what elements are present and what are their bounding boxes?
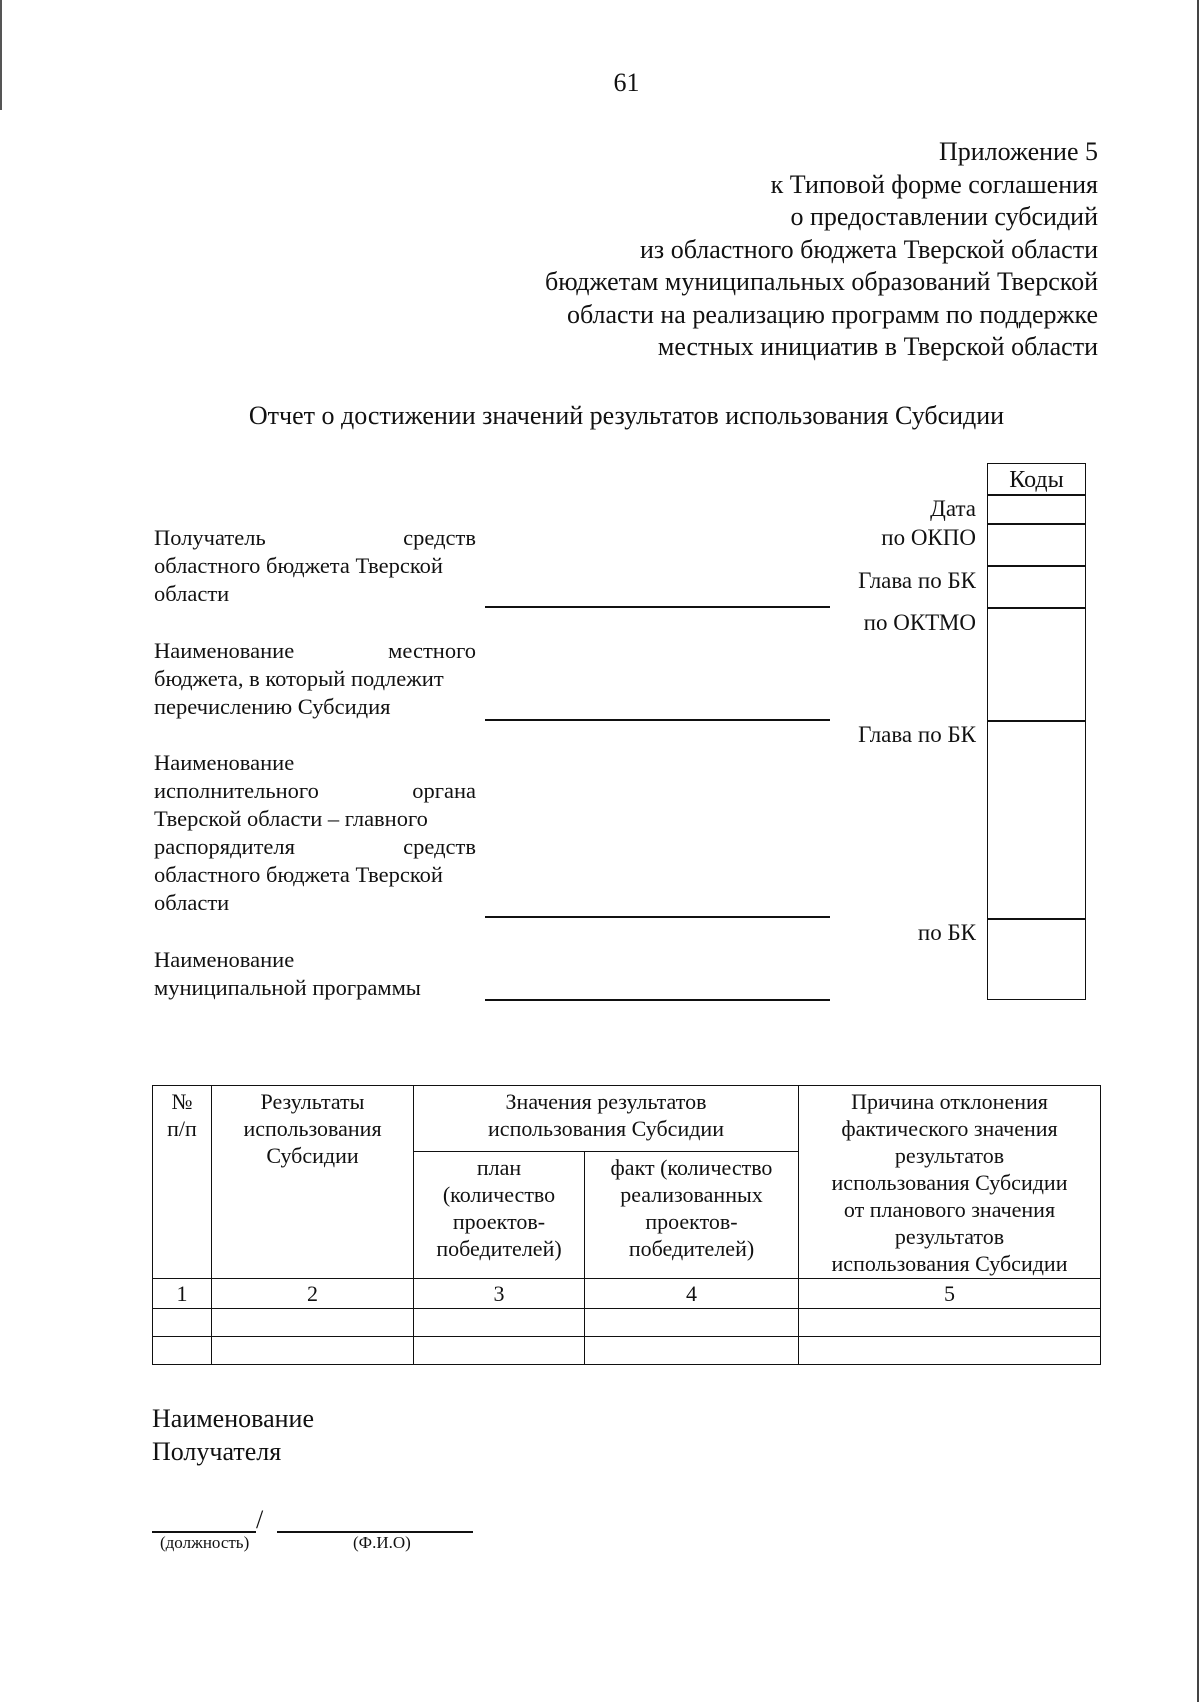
table-header-row — [153, 1086, 1101, 1152]
header-text-line: использования Субсидии — [831, 1251, 1068, 1276]
header-text-line: использования Субсидии — [831, 1170, 1068, 1195]
header-text-line: проектов- — [645, 1208, 738, 1234]
code-label-date: Дата — [930, 496, 976, 521]
appendix-line: Приложение 5 — [938, 137, 1098, 166]
header-text-line: Результаты — [260, 1089, 365, 1114]
field-text-word: исполнительного — [154, 778, 319, 803]
header-text-line: победителей) — [436, 1235, 562, 1261]
code-label-head-bk: Глава по БК — [858, 568, 976, 593]
field-recipient — [154, 524, 476, 608]
signature-slash: / — [256, 1505, 264, 1534]
header-text-line: Причина отклонения — [851, 1089, 1048, 1114]
field-text-line: области — [154, 890, 230, 915]
header-plan — [414, 1151, 585, 1278]
header-text-line: победителей) — [628, 1235, 755, 1261]
name-caption: (Ф.И.О) — [353, 1533, 411, 1552]
appendix-line: бюджетам муниципальных образований Тверской — [544, 267, 1098, 296]
executive-body-input-line — [485, 916, 830, 918]
code-label-head-bk: Глава по БК — [858, 722, 976, 747]
appendix-line: из областного бюджета Тверской области — [640, 234, 1098, 264]
header-values-group — [414, 1086, 799, 1152]
field-local-budget — [154, 637, 476, 721]
header-text-line: план — [476, 1154, 522, 1180]
appendix-line: области на реализацию программ по поддержке — [566, 299, 1098, 329]
table-row — [153, 1337, 1101, 1365]
header-fact — [585, 1151, 799, 1278]
code-label-oktmo: по ОКТМО — [863, 610, 976, 635]
table-cell — [585, 1309, 799, 1337]
field-text-line: бюджета, в который подлежит — [154, 666, 444, 691]
header-text-line: фактического значения — [841, 1116, 1058, 1141]
results-table — [152, 1085, 1101, 1365]
header-text-line: проектов- — [452, 1208, 546, 1234]
header-deviation-reason — [799, 1086, 1101, 1279]
codes-divider — [988, 523, 1085, 525]
table-cell — [153, 1309, 212, 1337]
field-municipal-program — [154, 946, 476, 1002]
field-text-line: перечислению Субсидия — [154, 694, 391, 719]
appendix-line: о предоставлении субсидий — [790, 202, 1098, 231]
header-results — [212, 1086, 414, 1279]
scan-edge-right — [1197, 0, 1199, 1702]
table-cell — [414, 1309, 585, 1337]
code-label-okpo: по ОКПО — [881, 525, 976, 550]
header-text-line: Значения результатов — [505, 1089, 707, 1114]
header-number — [153, 1086, 212, 1279]
header-text-line: факт (количество — [610, 1154, 773, 1180]
appendix-line: местных инициатив в Тверской области — [657, 332, 1098, 361]
field-text-word: Получатель — [154, 525, 266, 550]
field-text-word: Наименование — [154, 638, 295, 663]
signature-title-line: Наименование — [152, 1404, 314, 1433]
header-text-line: (количество — [442, 1181, 556, 1207]
codes-divider — [988, 565, 1085, 567]
field-text-line: муниципальной программы — [154, 975, 421, 1000]
table-cell — [153, 1337, 212, 1365]
header-text-line: использования Субсидии — [488, 1116, 724, 1141]
report-title: Отчет о достижении значений результатов использования Субсидии — [248, 401, 1005, 430]
field-text-word: средств — [403, 834, 476, 859]
appendix-header — [545, 136, 1098, 364]
column-number: 3 — [414, 1279, 585, 1309]
codes-box — [987, 463, 1086, 1000]
codes-divider — [988, 918, 1085, 920]
column-number: 2 — [212, 1279, 414, 1309]
column-number: 5 — [799, 1279, 1101, 1309]
table-cell — [799, 1309, 1101, 1337]
field-text-line: Наименование — [154, 947, 295, 972]
appendix-line: к Типовой форме соглашения — [770, 169, 1098, 199]
recipient-input-line — [485, 606, 830, 608]
column-number-row — [153, 1279, 1101, 1309]
column-number: 1 — [153, 1279, 212, 1309]
header-text-line: использования — [243, 1116, 382, 1141]
field-text-word: средств — [403, 525, 476, 550]
header-text-line: п/п — [167, 1116, 197, 1141]
code-label-bk: по БК — [917, 920, 976, 945]
field-text-line: области — [154, 581, 230, 606]
field-text-line: Наименование — [154, 750, 295, 775]
header-text-line: результатов — [894, 1143, 1005, 1168]
signature-title — [152, 1402, 314, 1468]
municipal-program-input-line — [485, 999, 830, 1001]
local-budget-input-line — [485, 719, 830, 721]
table-cell — [799, 1337, 1101, 1365]
page-number: 61 — [613, 68, 640, 97]
header-text-line: результатов — [894, 1224, 1005, 1249]
signature-title-line: Получателя — [152, 1437, 282, 1466]
field-executive-body — [154, 749, 476, 917]
table-cell — [585, 1337, 799, 1365]
header-text-line: от планового значения — [843, 1197, 1056, 1222]
position-caption: (должность) — [160, 1533, 250, 1552]
table-cell — [212, 1309, 414, 1337]
header-text-line: реализованных — [620, 1181, 763, 1207]
table-cell — [212, 1337, 414, 1365]
codes-header: Коды — [1009, 467, 1064, 493]
codes-divider — [988, 720, 1085, 722]
field-text-line: областного бюджета Тверской — [154, 862, 443, 887]
header-text-line: Субсидии — [266, 1143, 359, 1168]
codes-divider — [988, 494, 1085, 496]
column-number: 4 — [585, 1279, 799, 1309]
table-cell — [414, 1337, 585, 1365]
field-text-word: органа — [412, 778, 476, 803]
header-text-line: № — [171, 1089, 193, 1114]
field-text-line: Тверской области – главного — [154, 806, 428, 831]
field-text-word: местного — [388, 638, 476, 663]
table-row — [153, 1309, 1101, 1337]
field-text-word: распорядителя — [154, 834, 295, 859]
codes-divider — [988, 607, 1085, 609]
field-text-line: областного бюджета Тверской — [154, 553, 443, 578]
